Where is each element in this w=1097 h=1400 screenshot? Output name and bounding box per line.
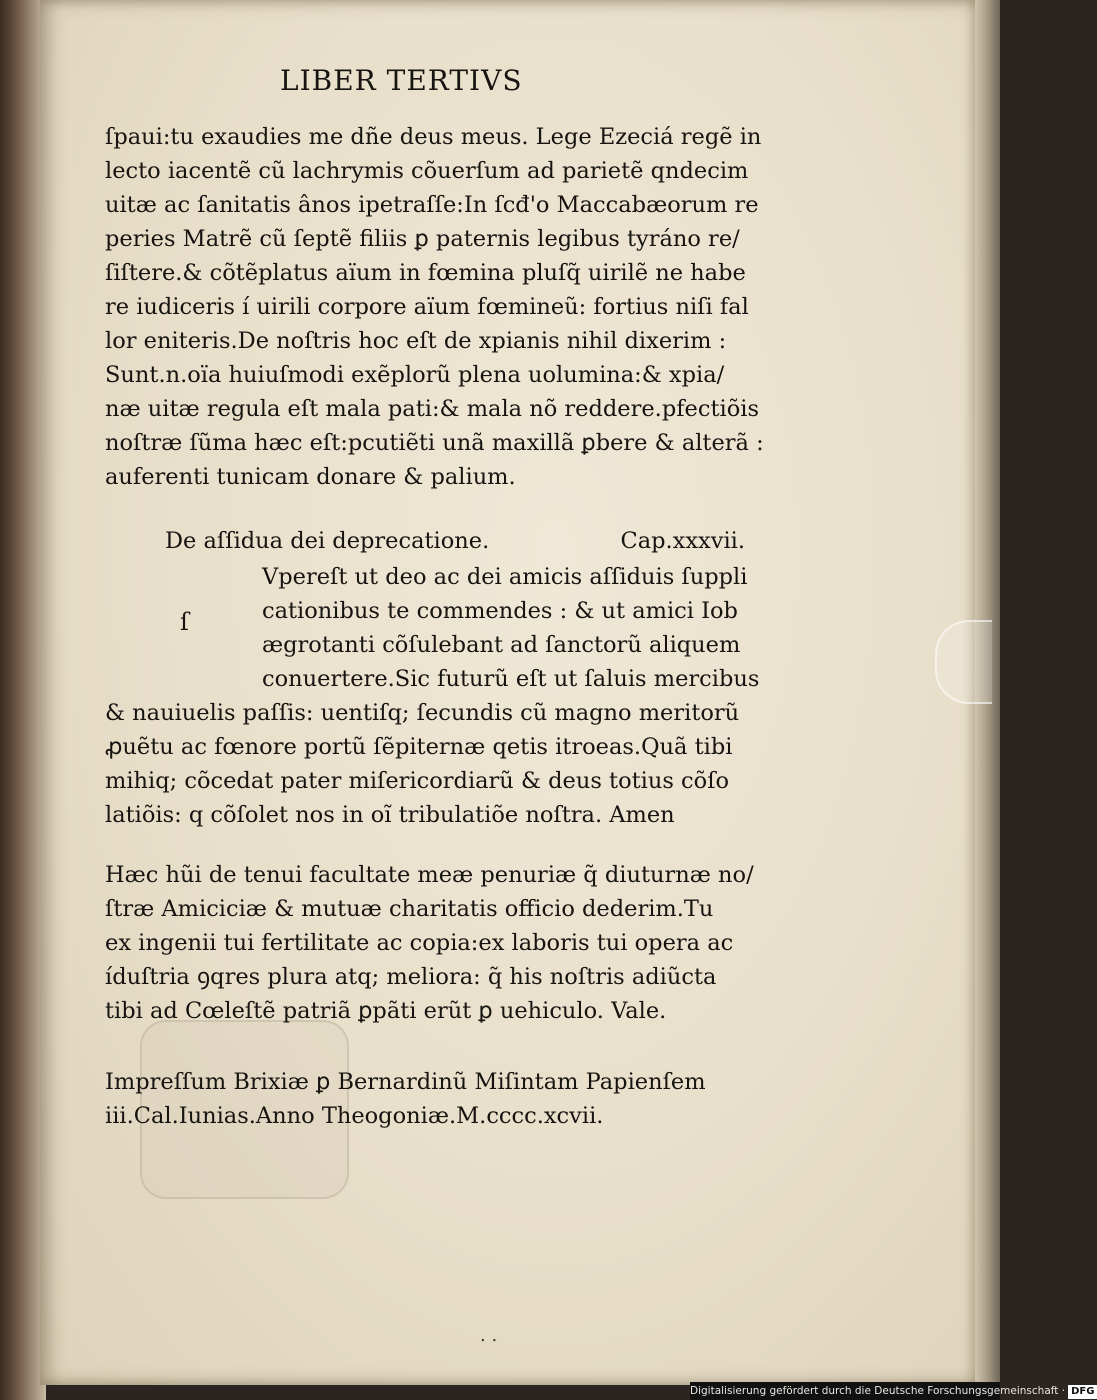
text-line: latiõis: q cõſolet nos in oĩ tribulatiõe noſtra. Amen: [105, 802, 675, 828]
text-line: ex ingenii tui fertilitate ac copia:ex laboris tui opera ac: [105, 930, 734, 956]
colophon: [105, 1065, 706, 1133]
text-line: uitæ ac ſanitatis ânos ipetraſſe:In ſcđ'o Maccabæorum re: [105, 192, 759, 218]
dfg-logo-icon: DFG: [1068, 1385, 1097, 1399]
text-line: ſpaui:tu exaudies me dñe deus meus. Lege Ezeciá regẽ in: [105, 124, 762, 150]
paragraph-2: [105, 560, 759, 832]
text-line: Sunt.n.oïa huiuſmodi exẽplorũ plena uolumina:& xpia/: [105, 362, 725, 388]
chapter-heading: [165, 528, 745, 554]
digitization-credit: [690, 1382, 1095, 1400]
text-line: lecto iacentẽ cũ lachrymis cõuerſum ad parietẽ qndecim: [105, 158, 749, 184]
text-line: peries Matrẽ cũ ſeptẽ filiis ꝑ paternis legibus tyráno re/: [105, 226, 740, 252]
text-line: næ uitæ regula eſt mala pati:& mala nõ reddere.pfectiõis: [105, 396, 760, 422]
text-line: ꝓuẽtu ac fœnore portũ ſẽpiternæ qetis itroeas.Quã tibi: [105, 734, 733, 760]
chapter-number: Cap.xxxvii.: [620, 528, 745, 554]
text-line: ſiſtere.& cõtẽplatus aïum in fœmina pluſq̃ uirilẽ ne habe: [105, 260, 746, 286]
running-header: LIBER TERTIVS: [280, 64, 523, 97]
text-line: cationibus te commendes : & ut amici Iob: [262, 598, 738, 624]
text-line: iii.Cal.Iunias.Anno Theogoniæ.M.cccc.xcvii.: [105, 1103, 604, 1129]
text-line: auferenti tunicam donare & palium.: [105, 464, 516, 490]
text-line: ſtræ Amiciciæ & mutuæ charitatis officio dederim.Tu: [105, 896, 714, 922]
footer-marks: . .: [480, 1325, 498, 1346]
text-line: Vpereſt ut deo ac dei amicis aſſiduis ſuppli: [262, 564, 748, 590]
text-line: re iudiceris í uirili corpore aïum fœmineũ: fortius niſi fal: [105, 294, 749, 320]
text-line: tibi ad Cœleſtẽ patriã ꝑpãti erũt ꝑ uehiculo. Vale.: [105, 998, 667, 1024]
text-line: lor eniteris.De noſtris hoc eſt de xpianis nihil dixerim :: [105, 328, 727, 354]
paragraph-1: [105, 120, 764, 494]
text-line: & nauiuelis paſſis: uentiſq; ſecundis cũ magno meritorũ: [105, 700, 740, 726]
indented-lines: [105, 560, 759, 696]
text-line: íduſtria ꝯqres plura atq; meliora: q̃ his noſtris adiũcta: [105, 964, 717, 990]
text-line: ægrotanti cõſulebant ad ſanctorũ aliquem: [262, 632, 741, 658]
page-clip: [935, 620, 992, 704]
paragraph-3: [105, 858, 754, 1028]
text-line: Hæc hũi de tenui facultate meæ penuriæ q̃ diuturnæ no/: [105, 862, 754, 888]
text-line: noſtræ ſũma hæc eſt:pcutiẽti unã maxillã ꝑbere & alterã :: [105, 430, 764, 456]
text-line: Impreſſum Brixiæ ꝑ Bernardinũ Miſintam Papienſem: [105, 1069, 706, 1095]
credit-text: Digitalisierung gefördert durch die Deutsche Forschungsgemeinschaft ·: [690, 1385, 1066, 1397]
text-line: conuertere.Sic futurũ eſt ut ſaluis mercibus: [262, 666, 760, 692]
drop-initial-guide: ſ: [180, 608, 189, 636]
chapter-title: De aſſidua dei deprecatione.: [165, 528, 490, 554]
text-line: mihiq; cõcedat pater miſericordiarũ & deus totius cõſo: [105, 768, 730, 794]
